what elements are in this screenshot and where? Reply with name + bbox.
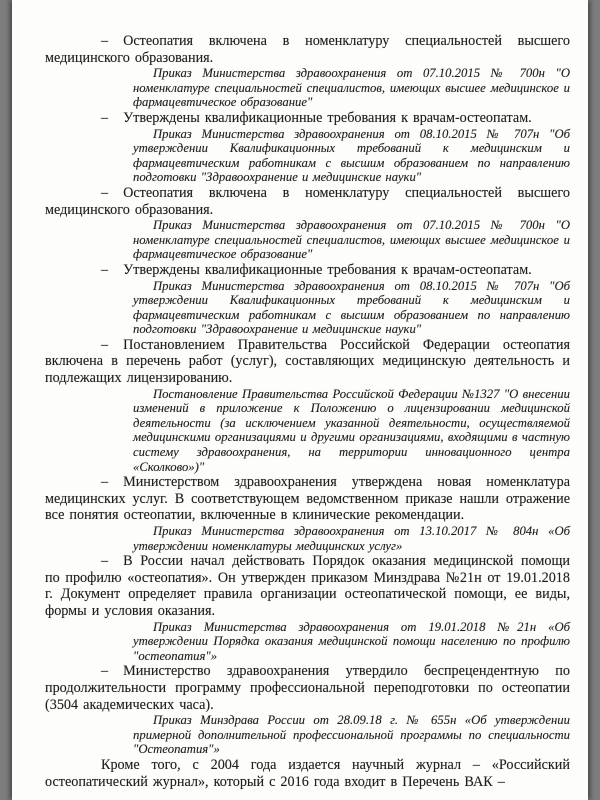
quote-paragraph: Приказ Министерства здравоохранения от 13.10.2017 № 804н «Об утверждении номенклатуры медицинских услуг» bbox=[133, 524, 570, 553]
quote-paragraph: Постановление Правительства Российской Федерации №1327 "О внесении изменений в приложение к Положению о лицензировании медицинской деятельности (за исключением указанной деятельности, осуществляемой медицинскими организациями и другими организациями, входящими в частную систему здравоохранения, на территории инновационного центра «Сколково»)" bbox=[133, 386, 570, 474]
bullet-paragraph: – В России начал действовать Порядок оказания медицинской помощи по профилю «остеопатия». Он утвержден приказом Минздрава №21н от 19.01.2018 г. Документ определяет правила организации остеопатической помощи, ее виды, формы и условия оказания. bbox=[45, 553, 570, 619]
quote-paragraph: Приказ Министерства здравоохранения от 08.10.2015 № 707н "Об утверждении Квалификационных требований к медицинским и фармацевтическим работникам с высшим образованием по направлению подготовки "Здравоохранение и медицинские науки" bbox=[133, 126, 570, 185]
bullet-paragraph: – Министерство здравоохранения утвердило беспрецендентную по продолжительности программу профессиональной переподготовки по остеопатии (3504 академических часа). bbox=[45, 663, 570, 713]
bullet-dash: – bbox=[101, 663, 109, 680]
bullet-paragraph: – Министерством здравоохранения утверждена новая номенклатура медицинских услуг. В соответствующем ведомственном приказе нашли отражение все понятия остеопатии, включенные в клинические рекомендации. bbox=[45, 474, 570, 524]
bullet-paragraph: – Остеопатия включена в номенклатуру специальностей высшего медицинского образования. bbox=[45, 184, 570, 218]
bullet-dash: – bbox=[101, 553, 109, 570]
quote-paragraph: Приказ Министерства здравоохранения от 07.10.2015 № 700н "О номенклатуре специальностей специалистов, имеющих высшее медицинское и фармацевтическое образование" bbox=[133, 66, 570, 110]
bullet-paragraph: – Утверждены квалификационные требования к врачам-остеопатам. bbox=[101, 109, 532, 126]
quote-paragraph: Приказ Министерства здравоохранения от 08.10.2015 № 707н "Об утверждении Квалификационных требований к медицинским и фармацевтическим работникам с высшим образованием по направлению подготовки "Здравоохранение и медицинские науки" bbox=[133, 278, 570, 337]
bullet-dash: – bbox=[101, 336, 109, 353]
bullet-dash: – bbox=[101, 109, 109, 126]
bullet-dash: – bbox=[101, 261, 109, 278]
document-content bbox=[12, 0, 588, 790]
quote-paragraph: Приказ Министерства здравоохранения от 07.10.2015 № 700н "О номенклатуре специальностей специалистов, имеющих высшее медицинское и фармацевтическое образование" bbox=[133, 218, 570, 262]
quote-paragraph: Приказ Минздрава России от 28.09.18 г. № 655н «Об утверждении примерной дополнительной профессиональной программы по специальности "Остеопатия"» bbox=[133, 713, 570, 757]
body-paragraph: Кроме того, с 2004 года издается научный журнал – «Российский остеопатический журнал», который с 2016 года входит в Перечень ВАК – bbox=[45, 756, 570, 790]
bullet-dash: – bbox=[101, 184, 109, 201]
bullet-dash: – bbox=[101, 33, 109, 49]
bullet-paragraph: – Постановлением Правительства Российской Федерации остеопатия включена в перечень работ (услуг), составляющих медицинскую деятельность и подлежащих лицензированию. bbox=[45, 336, 570, 387]
document-page bbox=[12, 0, 588, 800]
bullet-paragraph: – Утверждены квалификационные требования к врачам-остеопатам. bbox=[101, 261, 532, 278]
bullet-dash: – bbox=[101, 474, 109, 491]
quote-paragraph: Приказ Министерства здравоохранения от 19.01.2018 №21н «Об утверждении Порядка оказания медицинской помощи населению по профилю "остеопатия"» bbox=[133, 619, 570, 663]
bullet-paragraph: – Остеопатия включена в номенклатуру специальностей высшего медицинского образования. bbox=[45, 33, 570, 66]
